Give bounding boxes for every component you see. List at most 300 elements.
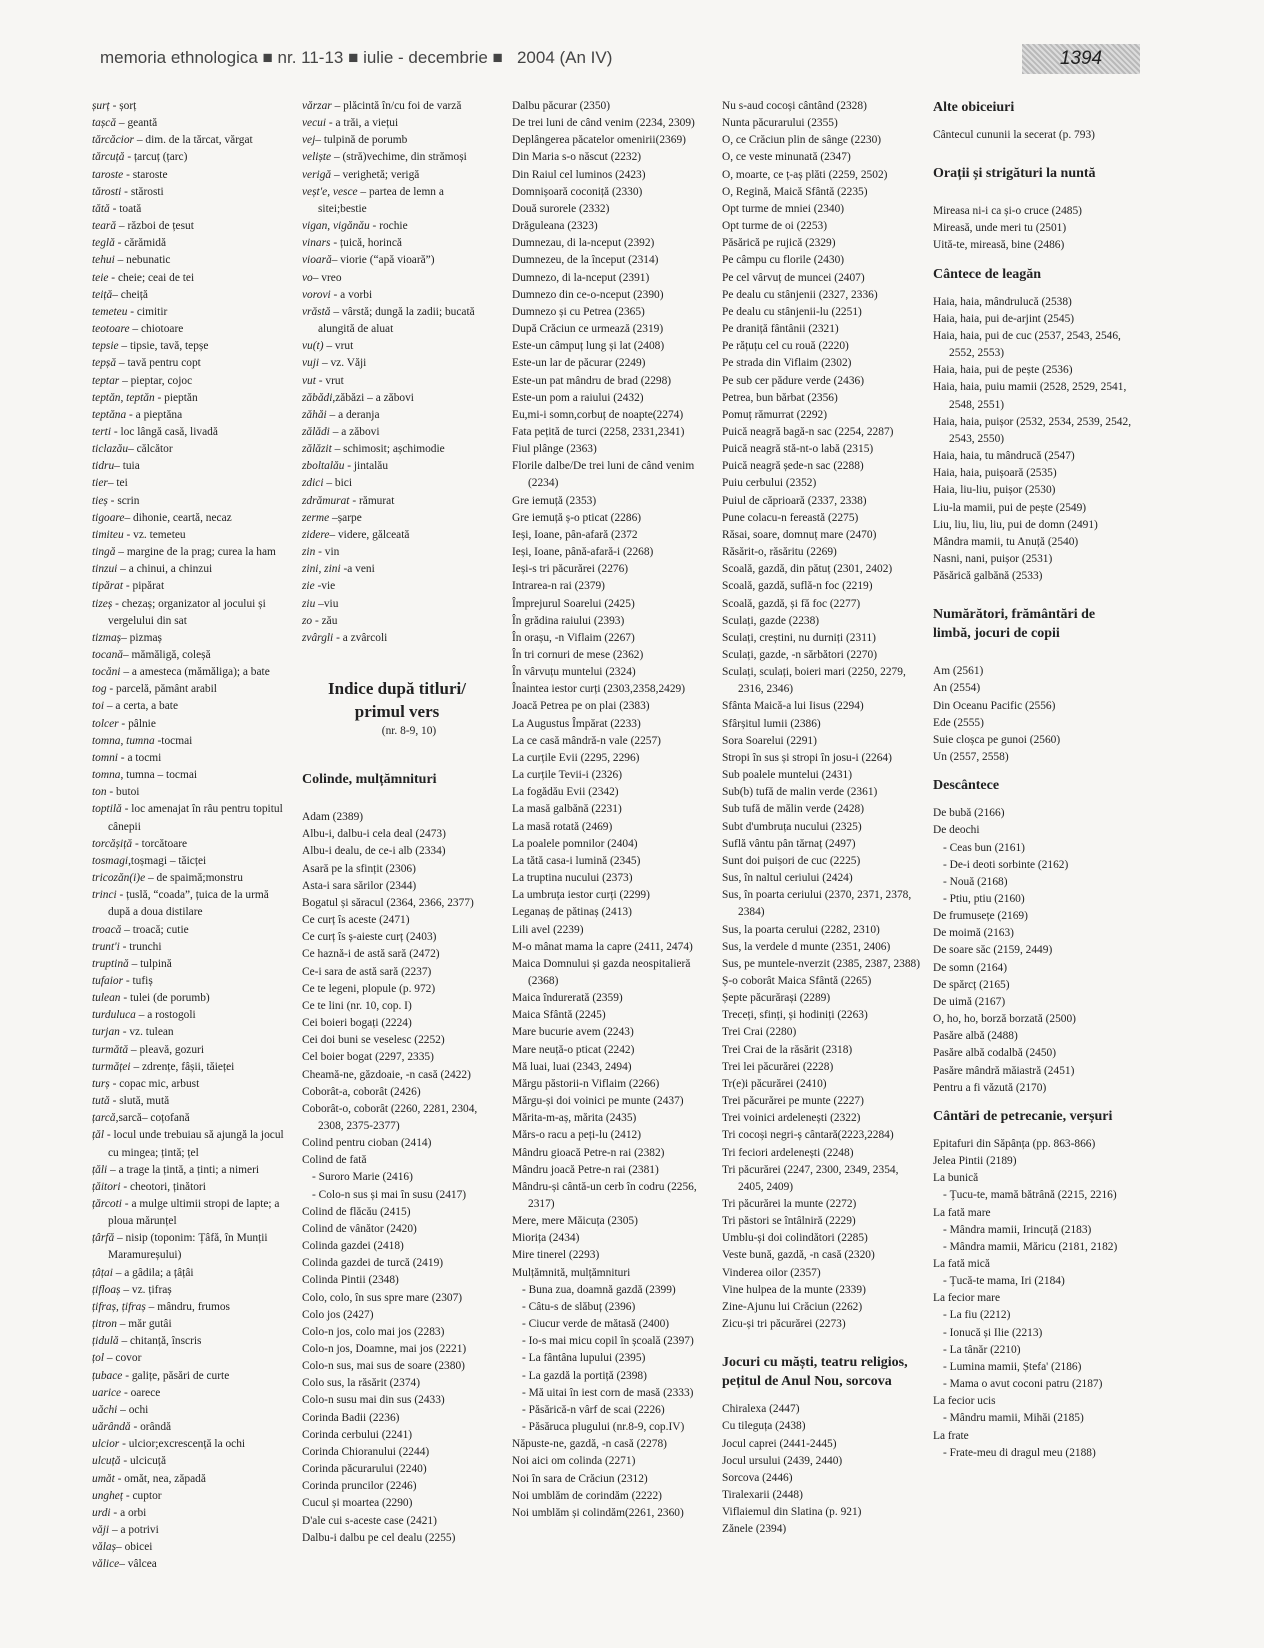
glossary-entry <box>302 304 492 338</box>
definition: – vz. Văji <box>319 357 367 370</box>
index-entry: Sculați, creștini, nu durniți (2311) <box>722 631 876 644</box>
index-entry: Dumnezo și cu Petrea (2365) <box>512 305 645 318</box>
index-entry: Adam (2389) <box>302 811 364 824</box>
headword: tier <box>92 477 108 490</box>
index-entry: Pasăre albă (2488) <box>933 1030 1018 1043</box>
glossary-entry <box>92 149 288 166</box>
index-entry: Mireasa ni-i ca și-o cruce (2485) <box>933 205 1082 218</box>
section-title-numaratori: Numărători, frământări de limbă, jocuri de copii <box>933 607 1096 642</box>
headword: tulean <box>92 992 121 1005</box>
index-entry: Corinda Chioranului (2244) <box>302 1445 430 1458</box>
index-subentry: - Io-s mai micu copil în școală (2397) <box>522 1335 694 1348</box>
headword: torcășiță <box>92 837 133 850</box>
index-entry: Albu-i dealu, de ce-i alb (2334) <box>302 845 446 858</box>
index-entry: În vârvuțu muntelui (2324) <box>512 666 636 679</box>
definition: – vrut <box>323 340 354 353</box>
index-entry: Colo-n sus, mai sus de soare (2380) <box>302 1360 465 1373</box>
index-entry: Florile dalbe/De trei luni de când venim (2234) <box>512 460 695 490</box>
definition: - jintalău <box>344 460 389 473</box>
definition: – geantă <box>116 117 158 130</box>
index-entry: Maica îndurerată (2359) <box>512 992 623 1005</box>
index-entry: Ieși, Ioane, până-afară-i (2268) <box>512 546 654 559</box>
index-entry: Trei lei păcurărei (2228) <box>722 1060 834 1073</box>
glossary-entry <box>92 596 288 630</box>
headword: țubace <box>92 1369 123 1382</box>
definition: –viu <box>315 597 339 610</box>
index-subentry: - Mama o avut coconi patru (2187) <box>943 1378 1103 1391</box>
column-4 <box>722 98 922 1539</box>
definition: - cheie; ceai de tei <box>108 271 195 284</box>
definition: – dim. de la tărcat, vărgat <box>133 134 253 147</box>
index-subentry: - La gazdă la portiță (2398) <box>522 1369 647 1382</box>
index-entry: Colo, colo, în sus spre mare (2307) <box>302 1291 463 1304</box>
definition: -tocmai <box>154 734 193 747</box>
index-entry: Dalbu-i dalbu pe cel dealu (2255) <box>302 1531 456 1544</box>
glossary-entry <box>92 784 288 801</box>
headword: vut <box>302 374 316 387</box>
index-entry: Maica Sfântă (2245) <box>512 1009 606 1022</box>
definition: - zău <box>312 614 338 627</box>
definition: - scrin <box>107 494 140 507</box>
glossary-entry <box>302 184 492 218</box>
index-subentry: - Ceas bun (2161) <box>943 841 1025 854</box>
index-entry: De frumusețe (2169) <box>933 910 1028 923</box>
index-entry: Pe câmpu cu florile (2430) <box>722 254 845 267</box>
index-entry: Puică neagră stă-nt-o labă (2315) <box>722 443 874 456</box>
glossary-entry <box>302 527 492 544</box>
glossary-entry <box>92 1522 288 1539</box>
index-entry: Mărs-o racu a peți-lu (2412) <box>512 1129 642 1142</box>
index-entry: M-o mânat mama la capre (2411, 2474) <box>512 940 693 953</box>
index-list <box>512 98 710 1282</box>
index-entry: Chiralexa (2447) <box>722 1403 800 1416</box>
glossary-entry <box>92 424 288 441</box>
definition: – covor <box>104 1352 142 1365</box>
index-subentry: - Ciucur verde de mătasă (2400) <box>522 1318 670 1331</box>
glossary-entry <box>302 115 492 132</box>
definition: - cheotori, ținători <box>120 1180 206 1193</box>
headword: taroste <box>92 168 124 181</box>
index-entry: Scoală, gazdă, suflă-n foc (2219) <box>722 580 873 593</box>
index-entry: Corinda pruncilor (2246) <box>302 1480 417 1493</box>
headword: tidru <box>92 460 115 473</box>
index-entry: Stropi în sus și stropi în josu-i (2264) <box>722 751 892 764</box>
headword: trunt'i <box>92 940 120 953</box>
definition: - parcelă, pământ arabil <box>106 683 217 696</box>
definition: - copac mic, arbust <box>109 1077 200 1090</box>
index-subentry: - Câtu-s de slăbuț (2396) <box>522 1300 636 1313</box>
glossary-entry <box>92 441 288 458</box>
headword: vrăstă <box>302 305 331 318</box>
section-title-descantece: Descântece <box>933 778 1000 794</box>
headword: tocăni <box>92 666 121 679</box>
index-entry: Colinda gazdei (2418) <box>302 1240 404 1253</box>
index-sublist <box>933 840 1133 909</box>
definition: – de spaimă;monstru <box>145 872 243 885</box>
index-entry: Fata pețită de turci (2258, 2331,2341) <box>512 425 685 438</box>
index-entry: În orașu, -n Viflaim (2267) <box>512 631 635 644</box>
headword: teptăna <box>92 408 127 421</box>
definition: – pleavă, gozuri <box>128 1043 204 1056</box>
glossary-entry <box>302 338 492 355</box>
index-entry: Cei boieri bogați (2224) <box>302 1017 412 1030</box>
definition: ,toșmagi – tăicței <box>128 854 207 867</box>
headword: veșt'e, vesce <box>302 185 358 198</box>
index-entry: La ce casă mândră-n vale (2257) <box>512 734 661 747</box>
definition: – tipsie, tavă, tepșe <box>118 340 209 353</box>
index-entry: Noi în sara de Crăciun (2312) <box>512 1472 648 1485</box>
definition: – cheiță <box>112 288 148 301</box>
index-entry: Opt turme de oi (2253) <box>722 220 828 233</box>
definition: - a tocmi <box>117 751 162 764</box>
definition: – chiotoare <box>129 323 184 336</box>
glossary-entry <box>92 458 288 475</box>
definition: , tumna – tocmai <box>120 769 198 782</box>
index-entry: Intrarea-n rai (2379) <box>512 580 605 593</box>
definition: - a mulge ultimii stropi de lapte; a ploua mărunțel <box>108 1198 280 1228</box>
index-entry: Colo jos (2427) <box>302 1308 374 1321</box>
index-entry: Tiralexarii (2448) <box>722 1489 803 1502</box>
glossary-entry <box>302 630 492 647</box>
glossary-entry <box>302 596 492 613</box>
definition: – a rostogoli <box>135 1009 196 1022</box>
glossary-entry <box>92 338 288 355</box>
index-entry: La tătă casa-i lumină (2345) <box>512 854 641 867</box>
index-entry: Cheamă-ne, găzdoaie, -n casă (2422) <box>302 1068 471 1081</box>
glossary-entry <box>92 767 288 784</box>
headword: tocană <box>92 649 124 661</box>
index-entry: Din Raiul cel luminos (2423) <box>512 168 646 181</box>
index-entry: Mireasă, unde meri tu (2501) <box>933 222 1067 235</box>
glossary-entry <box>92 184 288 201</box>
index-subtitle: (nr. 8-9, 10) <box>381 725 437 737</box>
glossary-entry <box>92 1436 288 1453</box>
index-entry: Trei Crai de la răsărit (2318) <box>722 1043 853 1056</box>
definition: - trunchi <box>119 940 162 953</box>
index-entry: La curțile Evii (2295, 2296) <box>512 751 640 764</box>
definition: - vz. tulean <box>119 1026 174 1039</box>
definition: - vrut <box>315 374 344 387</box>
glossary-entry <box>92 1282 288 1299</box>
definition: – pizmaș <box>121 631 162 644</box>
headword: teotoare <box>92 323 130 336</box>
index-entry: Haia, haia, puișor (2532, 2534, 2539, 2542, 2543, 2550) <box>933 415 1132 445</box>
index-entry: Liu, liu, liu, liu, pui de domn (2491) <box>933 518 1098 531</box>
headword: vălice <box>92 1558 120 1571</box>
headword: toi <box>92 700 105 713</box>
headword: tipărat <box>92 580 124 593</box>
index-entry: La truptina nucului (2373) <box>512 872 633 885</box>
glossary-entry <box>92 1368 288 1385</box>
index-entry: Miorița (2434) <box>512 1232 580 1245</box>
headword: verigă <box>302 168 332 181</box>
index-entry: Mândru joacă Petre-n rai (2381) <box>512 1163 659 1176</box>
index-entry: Corinda cerbului (2241) <box>302 1428 413 1441</box>
index-entry: Scoală, gazdă, din pătuț (2301, 2402) <box>722 563 893 576</box>
index-entry: Pune colacu-n fereastă (2275) <box>722 511 859 524</box>
definition: – margine de la prag; curea la ham <box>115 546 276 559</box>
glossary-entry <box>92 373 288 390</box>
glossary-entry <box>92 1505 288 1522</box>
index-entry: Drăguleana (2323) <box>512 220 598 233</box>
headword: tigoare <box>92 511 125 524</box>
definition: - a orbi <box>110 1506 147 1519</box>
definition: - locul unde trebuiau să ajungă la jocul cu mingea; țintă; țel <box>104 1129 284 1159</box>
headword: zin <box>302 546 316 559</box>
index-entry: Trei păcurărei pe munte (2227) <box>722 1095 864 1108</box>
index-entry: Cu tileguța (2438) <box>722 1420 806 1433</box>
index-entry: La fogădău Evii (2342) <box>512 786 619 799</box>
headword: turmăței <box>92 1060 131 1073</box>
glossary-entry <box>302 407 492 424</box>
index-entry: Este-un pom a raiului (2432) <box>512 391 644 404</box>
glossary-entry <box>302 270 492 287</box>
glossary-entry <box>92 801 288 835</box>
glossary-entry <box>92 1042 288 1059</box>
index-entry: Ce-i sara de astă sară (2237) <box>302 965 432 978</box>
index-entry: Șepte păcurărași (2289) <box>722 992 831 1005</box>
glossary-entry <box>302 167 492 184</box>
index-entry: Jocul caprei (2441-2445) <box>722 1437 837 1450</box>
glossary-entry <box>92 1059 288 1076</box>
definition: – vz. țifraș <box>120 1283 172 1296</box>
definition: – a zăbovi <box>329 425 380 438</box>
index-sublist <box>933 1222 1133 1256</box>
definition: – verighetă; verigă <box>331 168 420 181</box>
index-list <box>933 908 1133 1097</box>
index-entry: Sculați, gazde (2238) <box>722 614 820 627</box>
definition: – ochi <box>117 1403 149 1416</box>
index-entry: Dumnezo, di la-nceput (2391) <box>512 271 650 284</box>
column-5 <box>933 98 1133 1462</box>
glossary-entry <box>92 1024 288 1041</box>
glossary-entry <box>92 1110 288 1127</box>
index-subentry: - Mă uitai în iest corn de masă (2333) <box>522 1386 694 1399</box>
index-entry: Cei doi buni se veselesc (2252) <box>302 1034 445 1047</box>
headword: zălădi <box>302 425 330 438</box>
index-subentry: - Colo-n sus și mai în susu (2417) <box>312 1188 467 1201</box>
headword: tătă <box>92 202 110 215</box>
headword: tomna <box>92 769 121 782</box>
headword: țarcă <box>92 1112 116 1125</box>
definition: - tulei (de porumb) <box>120 992 210 1005</box>
definition: - pieptăn <box>154 391 198 404</box>
index-entry: Pentru a fi văzută (2170) <box>933 1081 1047 1094</box>
headword: uărândă <box>92 1421 131 1434</box>
definition: – a certa, a bate <box>104 700 179 713</box>
headword: toptilă <box>92 803 122 816</box>
glossary-entry <box>92 1402 288 1419</box>
index-entry: De uimă (2167) <box>933 995 1006 1008</box>
definition: – a gâdila; a țâțâi <box>112 1266 194 1279</box>
glossary-entry <box>92 493 288 510</box>
glossary-entry <box>92 1316 288 1333</box>
index-entry: Noi aici om colinda (2271) <box>512 1455 636 1468</box>
index-entry: În grădina raiului (2393) <box>512 614 625 627</box>
index-entry: Colinda gazdei de turcă (2419) <box>302 1257 444 1270</box>
headword: tomna, tumna <box>92 734 155 747</box>
index-entry: Din Maria s-o născut (2232) <box>512 151 642 164</box>
index-title: Indice după titluri/ primul vers <box>328 679 466 721</box>
glossary-entry <box>302 475 492 492</box>
index-entry: Sub(b) tufă de malin verde (2361) <box>722 786 878 799</box>
headword: trinci <box>92 889 117 902</box>
index-entry: Sus, la poarta cerului (2282, 2310) <box>722 923 880 936</box>
headword: turduluca <box>92 1009 136 1022</box>
headword: tărcuță <box>92 151 125 164</box>
headword: tizeș <box>92 597 113 610</box>
index-entry: Dumnezo din ce-o-nceput (2390) <box>512 288 664 301</box>
definition: ,zăbăzi – a zăbovi <box>332 391 414 404</box>
definition: – nisip (toponim: Țâfă, în Munții Maramureșului) <box>108 1232 268 1262</box>
headword: tărcăcior <box>92 134 134 147</box>
headword: vu(t) <box>302 340 324 353</box>
definition: – troacă; cutie <box>121 923 189 936</box>
headword: vecui <box>302 117 327 130</box>
definition: - loc amenajat în râu pentru topitul cânepii <box>108 803 283 833</box>
index-entry: Sus, pe muntele-nverzit (2385, 2387, 2388) <box>722 957 921 970</box>
index-entry: Ce haznă-i de astă sară (2472) <box>302 948 440 961</box>
index-entry: Dumnezeu, de la început (2314) <box>512 254 659 267</box>
definition: – război de țesut <box>116 220 194 233</box>
definition: – tulpină <box>128 957 172 970</box>
index-entry: De bubă (2166) <box>933 807 1005 820</box>
headword: terti <box>92 425 111 438</box>
definition: -vie <box>314 580 336 593</box>
index-entry: Puică neagră bagă-n sac (2254, 2287) <box>722 425 894 438</box>
glossary-entry <box>92 1556 288 1573</box>
index-entry: Fiul plânge (2363) <box>512 443 597 456</box>
index-entry: Sunt doi puișori de cuc (2225) <box>722 854 861 867</box>
headword: zăbădi <box>302 391 333 404</box>
index-list <box>933 294 1133 586</box>
index-entry: Ieși, Ioane, pân-afară (2372 <box>512 528 638 541</box>
index-entry: Colind de fată <box>302 1154 367 1167</box>
headword: troacă <box>92 923 122 936</box>
headword: tizmaș <box>92 631 122 644</box>
index-entry: Joacă Petrea pe on plai (2383) <box>512 700 650 713</box>
index-entry: Nunta păcurarului (2355) <box>722 117 838 130</box>
index-entry: Sus, în poarta ceriului (2370, 2371, 2378, 2384) <box>722 889 912 919</box>
section-title-petrecanie: Cântări de petrecanie, verșuri <box>933 1108 1113 1124</box>
headword: turmătă <box>92 1043 129 1056</box>
headword: zini, zini <box>302 563 341 576</box>
index-subentry: - Buna zua, doamnă gazdă (2399) <box>522 1283 676 1296</box>
headword: turjan <box>92 1026 120 1039</box>
headword: zerme <box>302 511 330 524</box>
definition: - galițe, păsări de curte <box>122 1369 230 1382</box>
index-entry: Subt d'umbruța nucului (2325) <box>722 820 862 833</box>
definition: – a trage la țintă, a ținti; a nimeri <box>107 1163 260 1176</box>
index-entry: Suie cloșca pe gunoi (2560) <box>933 733 1061 746</box>
index-entry: Puiu cerbului (2352) <box>722 477 817 490</box>
glossary-entry <box>302 132 492 149</box>
index-entry: O, ce Crăciun plin de sânge (2230) <box>722 134 882 147</box>
definition: – videre, gălceată <box>329 528 410 541</box>
index-entry: Cel boier bogat (2297, 2335) <box>302 1051 434 1064</box>
index-entry: Pasăre mândră măiastră (2451) <box>933 1064 1075 1077</box>
headword: ziu <box>302 597 316 610</box>
glossary-entry <box>92 1179 288 1196</box>
index-entry: O, ce veste minunată (2347) <box>722 151 851 164</box>
index-entry: O, moarte, ce ț-aș plăti (2259, 2502) <box>722 168 888 181</box>
definition: –șarpe <box>329 511 362 524</box>
index-sublist <box>933 1187 1133 1204</box>
definition: - a trăi, a viețui <box>326 117 399 130</box>
glossary-entry <box>92 1350 288 1367</box>
index-list <box>933 1256 1133 1273</box>
index-entry: La fecior mare <box>933 1292 1001 1305</box>
index-sublist <box>302 1169 492 1203</box>
index-entry: O, ho, ho, borză borzată (2500) <box>933 1013 1076 1026</box>
headword: ton <box>92 786 107 799</box>
glossary-entry <box>302 561 492 578</box>
index-entry: Mărgu păstorii-n Viflaim (2266) <box>512 1077 660 1090</box>
index-entry: Corinda păcurarului (2240) <box>302 1463 427 1476</box>
headword: țâțai <box>92 1266 113 1279</box>
headword: ticlazău <box>92 443 129 456</box>
index-entry: Haia, haia, pui de pește (2536) <box>933 364 1073 377</box>
definition: – mămăligă, coleșă <box>123 649 211 661</box>
headword: tepsie <box>92 340 119 353</box>
glossary-entry <box>92 1007 288 1024</box>
definition: ,sarcă– coțofană <box>115 1112 190 1125</box>
section-title-jocuri: Jocuri cu măști, teatru religios, pețitul de Anul Nou, sorcova <box>722 1355 908 1390</box>
definition: - ulcior;excrescență la ochi <box>119 1438 246 1451</box>
index-entry: La frate <box>933 1429 969 1442</box>
index-entry: Mere, mere Măicuța (2305) <box>512 1215 638 1228</box>
index-entry: Răsărit-o, răsăritu (2269) <box>722 546 837 559</box>
index-entry: Colinda Pintii (2348) <box>302 1274 399 1287</box>
headword: temeteu <box>92 305 128 318</box>
headword: teară <box>92 220 117 233</box>
index-entry: Trei Crai (2280) <box>722 1026 797 1039</box>
index-subentry: - Ionucă și Ilie (2213) <box>943 1326 1043 1339</box>
section-title-alte: Alte obiceiuri <box>933 100 1015 115</box>
definition: – mândru, frumos <box>145 1300 230 1313</box>
definition: – bici <box>323 477 352 490</box>
index-subentry: - Mândra mamii, Măricu (2181, 2182) <box>943 1240 1118 1253</box>
index-entry: Domnișoară coconiță (2330) <box>512 185 643 198</box>
glossary-entry <box>92 1076 288 1093</box>
index-subentry: - Mândra mamii, Irincuță (2183) <box>943 1223 1092 1236</box>
index-entry: Mulțămnită, mulțămnituri <box>512 1266 631 1279</box>
headword: truptină <box>92 957 129 970</box>
headword: vinars <box>302 237 331 250</box>
index-entry: Dalbu păcurar (2350) <box>512 100 611 112</box>
index-entry: Scoală, gazdă, și fă foc (2277) <box>722 597 861 610</box>
column-3 <box>512 98 710 1522</box>
headword: tufaior <box>92 974 124 987</box>
index-entry: Păsărică galbănă (2533) <box>933 570 1043 583</box>
headword: ungheț <box>92 1489 124 1502</box>
glossary-entry <box>92 681 288 698</box>
headword: țidulă <box>92 1335 119 1348</box>
index-entry: De soare săc (2159, 2449) <box>933 944 1053 957</box>
definition: - tufiș <box>123 974 153 987</box>
index-entry: Împrejurul Soarelui (2425) <box>512 597 635 610</box>
index-subentry: - Țucu-te, mamă bătrână (2215, 2216) <box>943 1189 1117 1202</box>
glossary-entry <box>92 1265 288 1282</box>
index-entry: Tri feciori ardelenești (2248) <box>722 1146 854 1159</box>
index-sublist <box>933 1273 1133 1290</box>
index-entry: Deplângerea păcatelor omenirii(2369) <box>512 134 686 147</box>
glossary-entry <box>92 630 288 647</box>
headword: tehui <box>92 254 115 267</box>
index-entry: Sub poalele muntelui (2431) <box>722 769 853 782</box>
definition: - pipărat <box>123 580 165 593</box>
glossary-entry <box>92 973 288 990</box>
